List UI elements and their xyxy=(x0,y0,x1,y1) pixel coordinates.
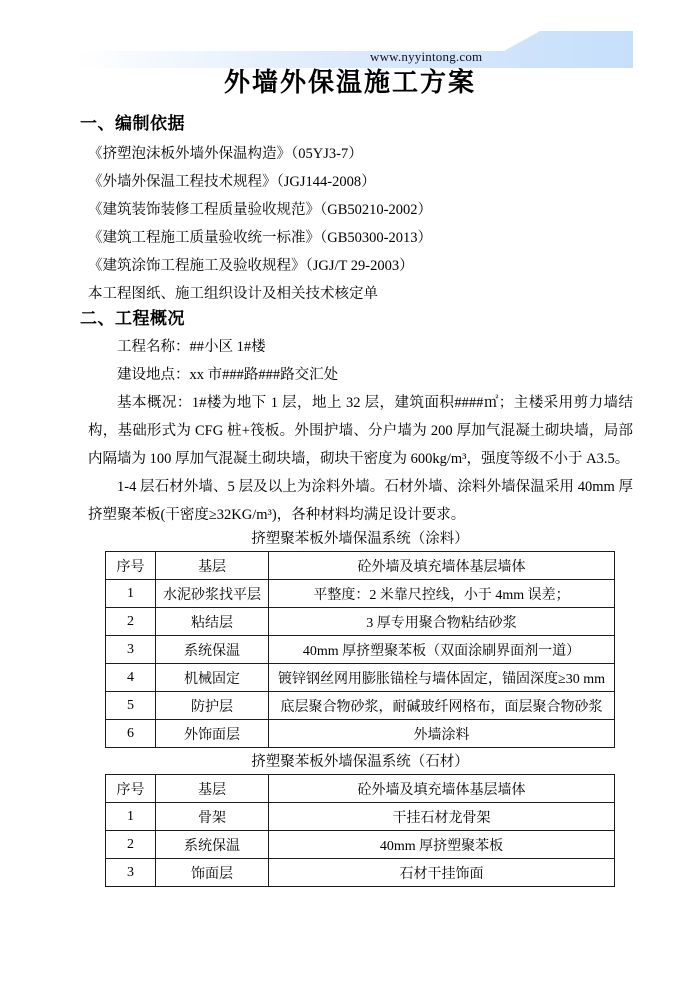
header-cell: 基层 xyxy=(156,552,269,580)
page-title: 外墙外保温施工方案 xyxy=(223,68,476,97)
table-caption: 挤塑聚苯板外墙保温系统（石材） xyxy=(251,754,469,770)
cell: 系统保温 xyxy=(156,636,269,664)
project-name-line: 工程名称：##小区 1#楼 xyxy=(117,339,266,355)
header-cell: 砼外墙及填充墙体基层墙体 xyxy=(269,552,615,580)
coating-system-table-block xyxy=(105,529,615,748)
header-cell: 序号 xyxy=(106,775,156,803)
stone-system-table-block xyxy=(105,752,615,887)
table-row xyxy=(106,692,615,720)
cell: 系统保温 xyxy=(156,831,269,859)
insulation-system-table xyxy=(105,551,615,748)
cell: 底层聚合物砂浆，耐碱玻纤网格布，面层聚合物砂浆 xyxy=(269,692,615,720)
reference-item: 《外墙外保温工程技术规程》（JGJ144-2008） xyxy=(88,174,376,190)
insulation-system-table xyxy=(105,774,615,887)
reference-item: 《建筑工程施工质量验收统一标准》（GB50300-2013） xyxy=(88,230,432,246)
table-row xyxy=(106,664,615,692)
table-row xyxy=(106,608,615,636)
insulation-paragraph: 1-4 层石材外墙、5 层及以上为涂料外墙。石材外墙、涂料外墙保温采用 40mm 厚挤塑聚苯板(干密度≥32KG/m³)，各种材料均满足设计要求。 xyxy=(88,479,633,523)
reference-item: 《建筑涂饰工程施工及验收规程》（JGJ/T 29-2003） xyxy=(88,258,414,274)
cell: 水泥砂浆找平层 xyxy=(156,580,269,608)
project-overview xyxy=(88,333,633,529)
reference-item: 《建筑装饰装修工程质量验收规范》（GB50210-2002） xyxy=(88,202,432,218)
cell: 饰面层 xyxy=(156,859,269,887)
table-row xyxy=(106,720,615,748)
cell: 镀锌钢丝网用膨胀锚栓与墙体固定，锚固深度≥30 mm xyxy=(269,664,615,692)
cell: 3 xyxy=(106,859,156,887)
cell: 1 xyxy=(106,580,156,608)
cell: 3 xyxy=(106,636,156,664)
cell: 外饰面层 xyxy=(156,720,269,748)
website-url: www.nyyintong.com xyxy=(370,49,483,64)
cell: 粘结层 xyxy=(156,608,269,636)
cell: 干挂石材龙骨架 xyxy=(269,803,615,831)
cell: 6 xyxy=(106,720,156,748)
cell: 5 xyxy=(106,692,156,720)
cell: 2 xyxy=(106,608,156,636)
cell: 外墙涂料 xyxy=(269,720,615,748)
cell: 骨架 xyxy=(156,803,269,831)
table-header-row xyxy=(106,552,615,580)
table-row xyxy=(106,831,615,859)
cell: 4 xyxy=(106,664,156,692)
table-header-row xyxy=(106,775,615,803)
table-caption: 挤塑聚苯板外墙保温系统（涂料） xyxy=(251,531,469,547)
overview-paragraph: 基本概况：1#楼为地下 1 层，地上 32 层，建筑面积####㎡；主楼采用剪力墙结构，基础形式为 CFG 桩+筏板。外围护墙、分户墙为 200 厚加气混凝土砌块墙，局部内隔墙为 100 厚加气混凝土砌块墙，砌块干密度为 600kg/m³，强度等级不小于 A3.5。 xyxy=(88,395,633,467)
cell: 石材干挂饰面 xyxy=(269,859,615,887)
cell: 2 xyxy=(106,831,156,859)
header-cell: 砼外墙及填充墙体基层墙体 xyxy=(269,775,615,803)
cell: 机械固定 xyxy=(156,664,269,692)
cell: 1 xyxy=(106,803,156,831)
table-row xyxy=(106,580,615,608)
header-cell: 序号 xyxy=(106,552,156,580)
cell: 防护层 xyxy=(156,692,269,720)
reference-item: 本工程图纸、施工组织设计及相关技术核定单 xyxy=(88,286,378,302)
reference-list xyxy=(88,140,633,308)
cell: 平整度：2 米靠尺控线，小于 4mm 误差； xyxy=(269,580,615,608)
table-row xyxy=(106,859,615,887)
cell: 3 厚专用聚合物粘结砂浆 xyxy=(269,608,615,636)
table-row xyxy=(106,803,615,831)
location-line: 建设地点：xx 市###路###路交汇处 xyxy=(117,367,339,383)
section1-heading: 一、编制依据 xyxy=(80,114,185,133)
table-row xyxy=(106,636,615,664)
reference-item: 《挤塑泡沫板外墙外保温构造》（05YJ3-7） xyxy=(88,146,363,162)
section2-heading: 二、工程概况 xyxy=(80,309,185,328)
header-cell: 基层 xyxy=(156,775,269,803)
cell: 40mm 厚挤塑聚苯板（双面涂刷界面剂一道） xyxy=(269,636,615,664)
cell: 40mm 厚挤塑聚苯板 xyxy=(269,831,615,859)
